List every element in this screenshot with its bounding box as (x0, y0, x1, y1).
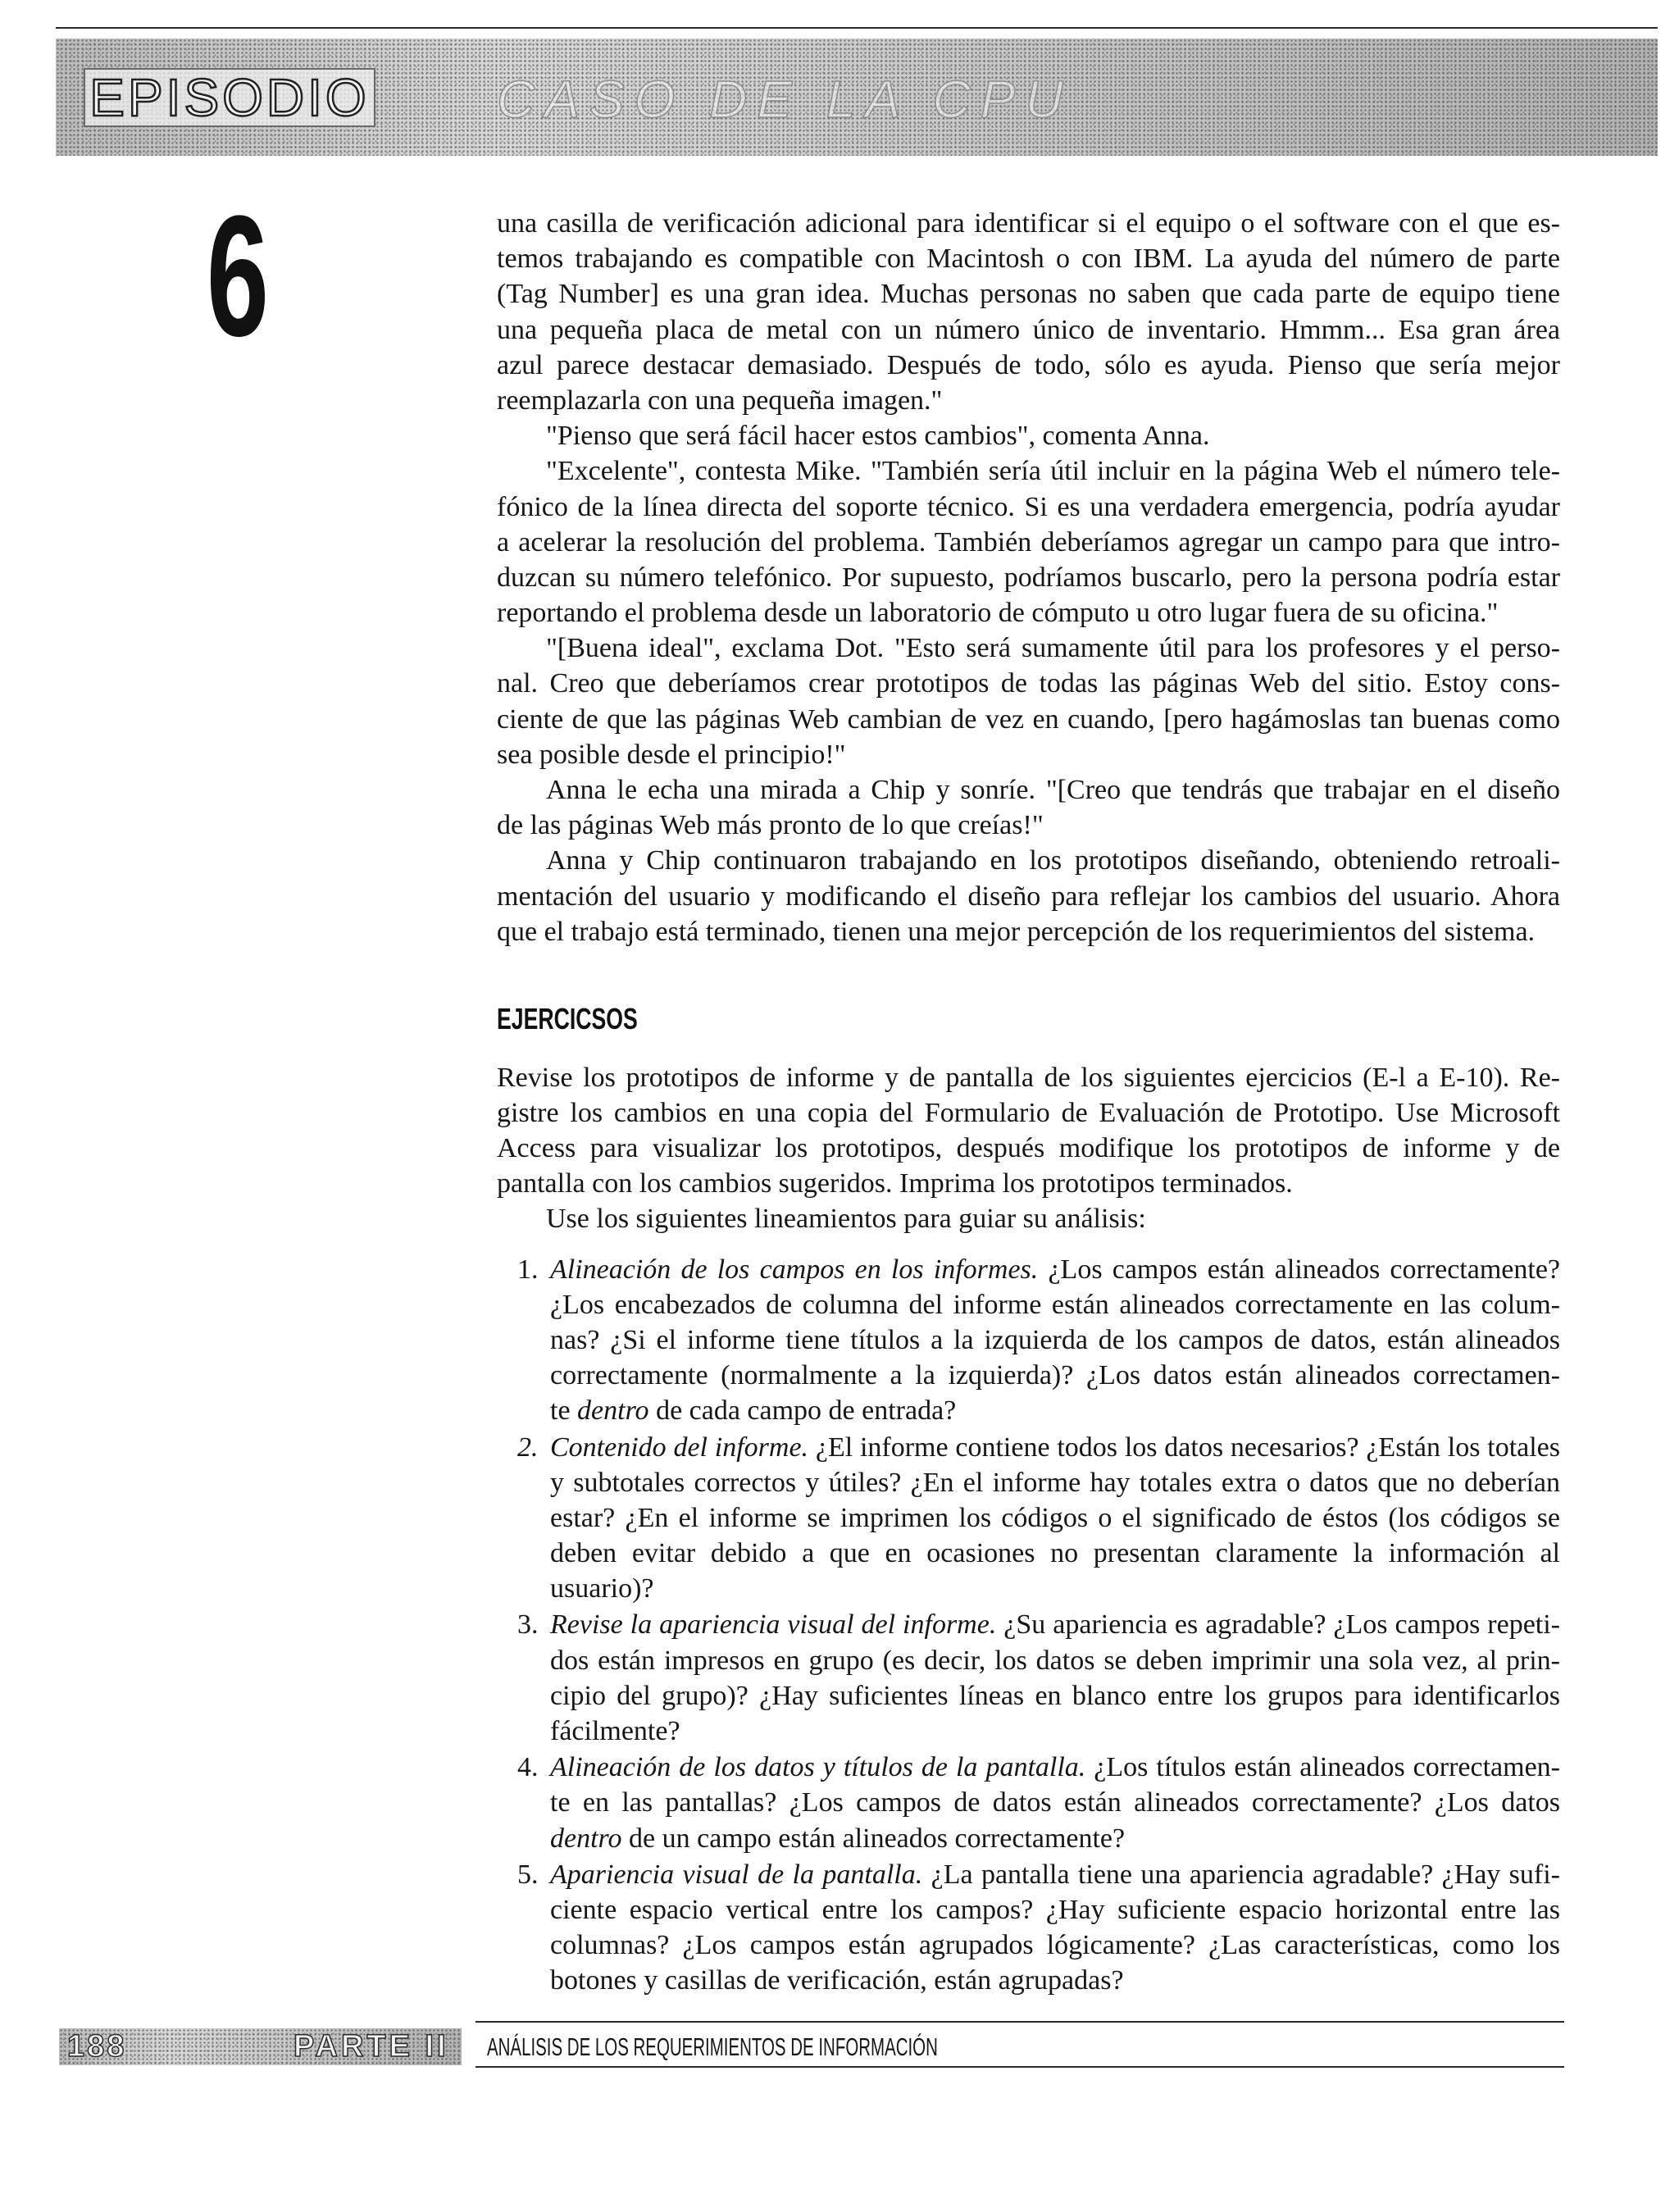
text-line: pantalla con los cambios sugeridos. Imprima los prototipos terminados. (497, 1168, 1293, 1199)
paragraph (497, 1060, 1560, 1202)
case-title: CASO DE LA CPU (497, 70, 1073, 129)
section-heading: EJERCICSOS (497, 1001, 638, 1035)
text-line: te dentro de cada campo de entrada? (550, 1395, 957, 1427)
text-line: Revise los prototipos de informe y de pantalla de los siguientes ejercicios (E-l a E-10). Re- (497, 1062, 1560, 1093)
text-line: Alineación de los campos en los informes. ¿Los campos están alineados correctamente? (550, 1254, 1561, 1285)
text-line: duzcan su número telefónico. Por supuesto, podríamos buscarlo, pero la persona podría estar (497, 562, 1560, 593)
paragraph (497, 453, 1560, 630)
text-line: te en las pantallas? ¿Los campos de datos están alineados correctamente? ¿Los datos (550, 1787, 1560, 1818)
text-line: de las páginas Web más pronto de lo que creías!" (497, 810, 1044, 841)
text-line: y subtotales correctos y útiles? ¿En el informe hay totales extra o datos que no deberían (550, 1467, 1560, 1498)
text-line: Contenido del informe. ¿El informe contiene todos los datos necesarios? ¿Están los totales (550, 1431, 1560, 1463)
text-line: Anna le echa una mirada a Chip y sonríe. "[Creo que tendrás que trabajar en el diseño (546, 775, 1560, 805)
footer-top-rule (475, 2021, 1564, 2023)
text-line: deben evitar debido a que en ocasiones no presentan claramente la información al (550, 1538, 1560, 1569)
text-line: ciente espacio vertical entre los campos? ¿Hay suficiente espacio horizontal entre las (550, 1894, 1560, 1925)
italic-run: Revise la apariencia visual del informe. (550, 1609, 997, 1641)
text-line: a acelerar la resolución del problema. También deberíamos agregar un campo para que intro- (497, 526, 1560, 558)
footer-bottom-rule (475, 2066, 1564, 2068)
text-line: correctamente (normalmente a la izquierda)? ¿Los datos están alineados correctamen- (550, 1360, 1560, 1391)
episode-label: EPISODIO (84, 68, 375, 127)
text-line: una casilla de verificación adicional para identificar si el equipo o el software con el que es- (497, 208, 1560, 239)
episode-number: 6 (207, 180, 269, 372)
italic-run: dentro (577, 1395, 649, 1427)
text-line: Anna y Chip continuaron trabajando en los prototipos diseñando, obteniendo retroali- (546, 845, 1560, 876)
text-line: "Pienso que será fácil hacer estos cambios", comenta Anna. (546, 421, 1210, 452)
text-line: temos trabajando es compatible con Macintosh o con IBM. La ayuda del número de parte (497, 244, 1560, 275)
paragraph (497, 843, 1560, 949)
part-label: PARTE II (293, 2029, 449, 2064)
text-line: sea posible desde el principio!" (497, 739, 846, 770)
footer-band (59, 2028, 462, 2065)
text-line: mentación del usuario y modificando el diseño para reflejar los cambios del usuario. Ahora (497, 881, 1560, 912)
text-line: una pequeña placa de metal con un número único de inventario. Hmmm... Esa gran área (497, 314, 1560, 345)
list-item-number: 5. (517, 1859, 539, 1890)
italic-run: Apariencia visual de la pantalla. (550, 1859, 923, 1890)
paragraph (497, 418, 1560, 453)
text-line: reportando el problema desde un laboratorio de cómputo u otro lugar fuera de su oficina." (497, 598, 1499, 629)
italic-run: Alineación de los datos y títulos de la pantalla. (550, 1752, 1086, 1783)
text-line: ciente de que las páginas Web cambian de vez en cuando, [pero hagámoslas tan buenas como (497, 703, 1560, 735)
running-section-title: ANÁLISIS DE LOS REQUERIMIENTOS DE INFORMACIÓN (487, 2032, 938, 2061)
italic-run: Contenido del informe. (550, 1431, 809, 1463)
text-line: Revise la apariencia visual del informe. ¿Su apariencia es agradable? ¿Los campos repeti- (550, 1609, 1560, 1641)
paragraph (497, 772, 1560, 843)
text-line: dos están impresos en grupo (es decir, los datos se deben imprimir una sola vez, al prin- (550, 1645, 1560, 1676)
guideline-list (497, 1252, 1560, 1999)
italic-run: dentro (550, 1823, 622, 1854)
header-top-rule (56, 27, 1658, 29)
text-line: que el trabajo está terminado, tienen una mejor percepción de los requerimientos del sistema. (497, 916, 1536, 947)
list-item-number: 4. (517, 1752, 539, 1783)
paragraph (497, 1201, 1560, 1236)
text-line: (Tag Number] es una gran idea. Muchas personas no saben que cada parte de equipo tiene (497, 279, 1560, 310)
text-line: azul parece destacar demasiado. Después de todo, sólo es ayuda. Pienso que sería mejor (497, 349, 1560, 380)
episode-header-band (56, 39, 1658, 156)
text-line: Access para visualizar los prototipos, después modifique los prototipos de informe y de (497, 1133, 1560, 1163)
list-item (497, 1252, 1560, 1429)
text-line: nal. Creo que deberíamos crear prototipos de todas las páginas Web del sitio. Estoy cons- (497, 668, 1560, 699)
text-line: fónico de la línea directa del soporte técnico. Si es una verdadera emergencia, podría ayudar (497, 491, 1560, 522)
text-line: gistre los cambios en una copia del Formulario de Evaluación de Prototipo. Use Microsoft (497, 1097, 1560, 1128)
list-item-number: 3. (517, 1609, 539, 1641)
text-line: Use los siguientes lineamientos para guiar su análisis: (546, 1204, 1146, 1235)
italic-run: Alineación de los campos en los informes. (550, 1254, 1039, 1285)
text-line: ¿Los encabezados de columna del informe están alineados correctamente en las colum- (550, 1289, 1560, 1320)
text-line: estar? ¿En el informe se imprimen los códigos o el significado de éstos (los códigos se (550, 1502, 1560, 1533)
list-item-number: 2. (517, 1431, 539, 1463)
list-item (497, 1430, 1560, 1607)
text-line: botones y casillas de verificación, están agrupadas? (550, 1965, 1124, 1996)
text-line: cipio del grupo)? ¿Hay suficientes líneas en blanco entre los grupos para identificarlos (550, 1680, 1560, 1711)
exercise-instructions (497, 1060, 1560, 1237)
intro-text (497, 206, 1560, 949)
list-item (497, 1857, 1560, 1999)
text-line: "[Buena ideal", exclama Dot. "Esto será sumamente útil para los profesores y el perso- (546, 633, 1560, 664)
text-line: Apariencia visual de la pantalla. ¿La pantalla tiene una apariencia agradable? ¿Hay sufi- (550, 1859, 1560, 1890)
text-line: usuario)? (550, 1573, 654, 1604)
paragraph (497, 206, 1560, 418)
text-line: nas? ¿Si el informe tiene títulos a la izquierda de los campos de datos, están alineados (550, 1324, 1560, 1355)
list-item (497, 1607, 1560, 1749)
body-column (497, 206, 1560, 2000)
list-item (497, 1750, 1560, 1856)
text-line: fácilmente? (550, 1716, 680, 1746)
text-line: dentro de un campo están alineados correctamente? (550, 1823, 1126, 1854)
text-line: columnas? ¿Los campos están agrupados lógicamente? ¿Las características, como los (550, 1930, 1560, 1961)
text-line: Alineación de los datos y títulos de la pantalla. ¿Los títulos están alineados correctamen- (550, 1752, 1560, 1783)
paragraph (497, 630, 1560, 772)
text-line: "Excelente", contesta Mike. "También sería útil incluir en la página Web el número tele- (546, 456, 1560, 487)
list-item-number: 1. (517, 1254, 539, 1285)
text-line: reemplazarla con una pequeña imagen." (497, 385, 943, 416)
page-number: 188 (67, 2029, 127, 2064)
